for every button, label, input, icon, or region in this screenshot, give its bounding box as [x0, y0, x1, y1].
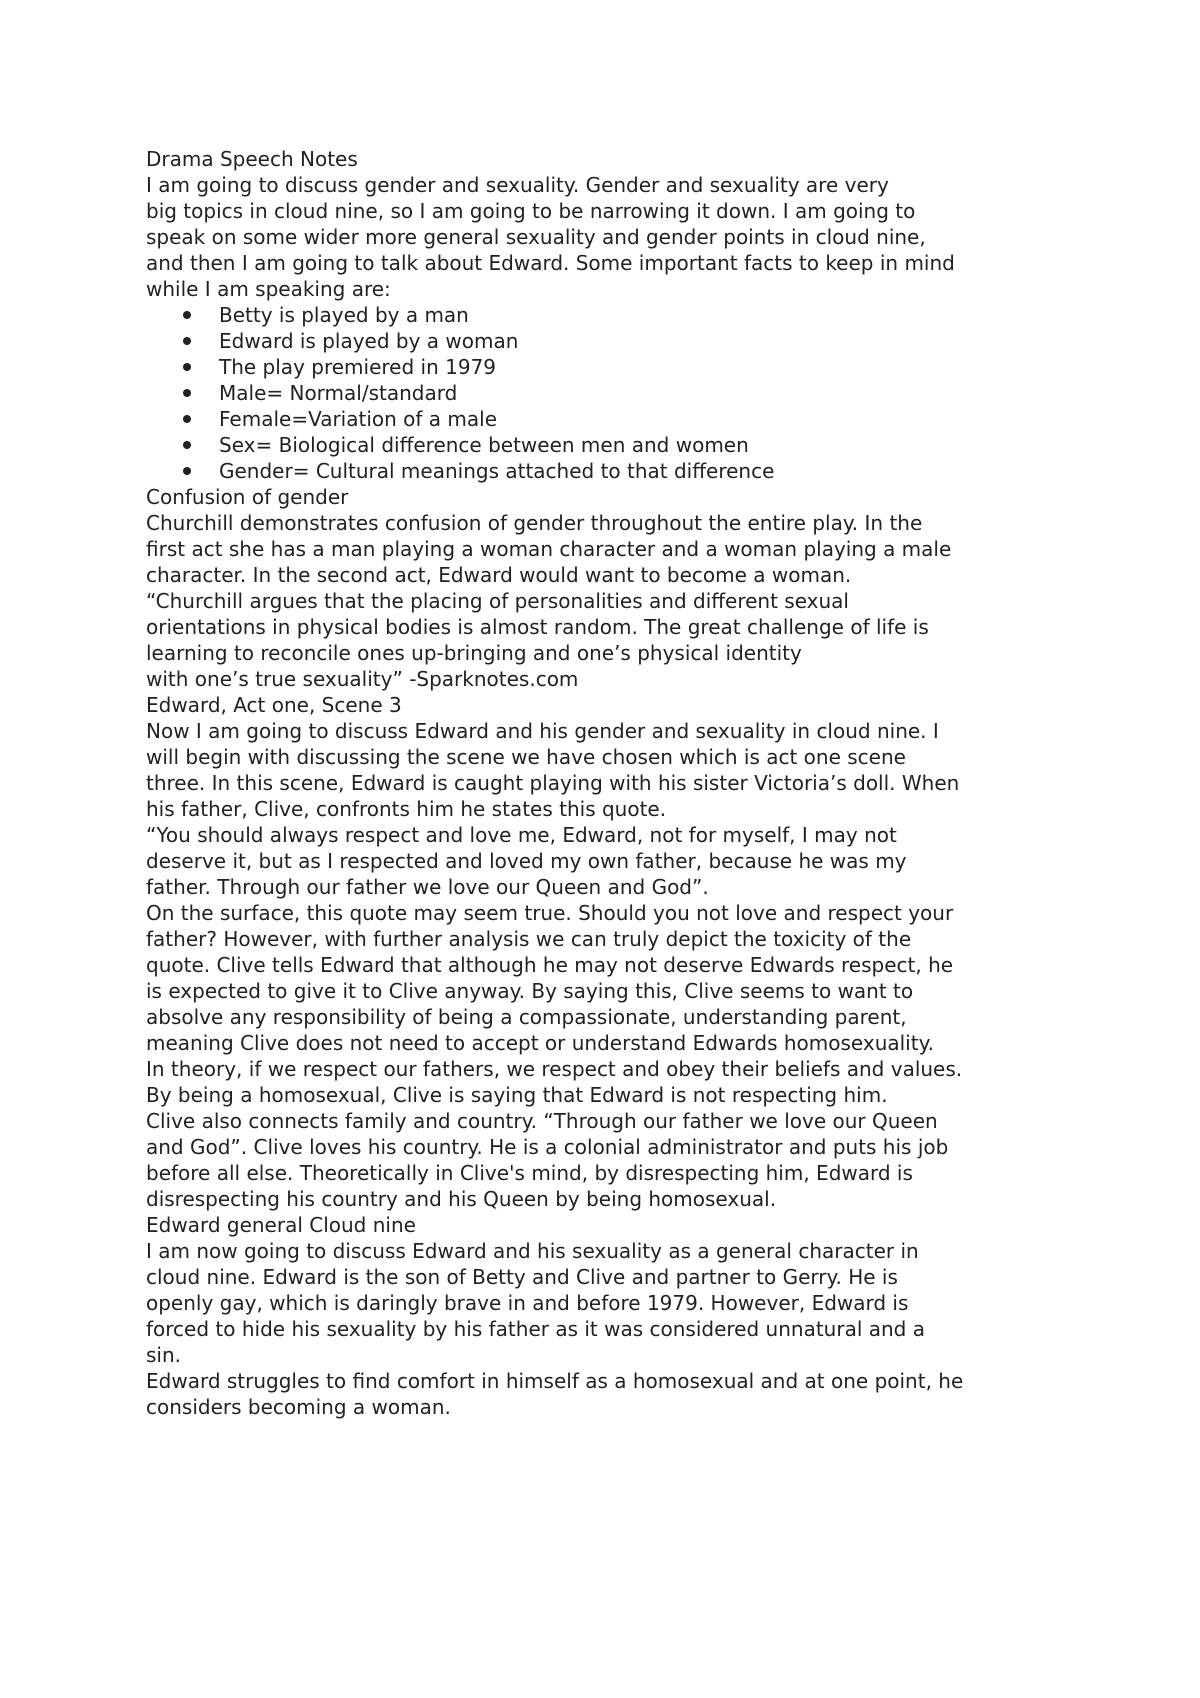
text-line: forced to hide his sexuality by his father as it was considered unnatural and a: [146, 1317, 925, 1341]
text-line: By being a homosexual, Clive is saying that Edward is not respecting him.: [146, 1083, 888, 1107]
list-item: [146, 302, 1066, 328]
list-item-text: Edward is played by a woman: [219, 329, 519, 353]
text-line: Edward struggles to find comfort in himself as a homosexual and at one point, he: [146, 1369, 964, 1393]
text-line: I am going to discuss gender and sexuality. Gender and sexuality are very: [146, 173, 889, 197]
section-body-edward-general: [146, 1238, 1066, 1420]
text-line: meaning Clive does not need to accept or understand Edwards homosexuality.: [146, 1031, 934, 1055]
text-line: and God”. Clive loves his country. He is a colonial administrator and puts his job: [146, 1135, 949, 1159]
intro-paragraph: [146, 172, 1066, 302]
list-item: [146, 458, 1066, 484]
text-line: “Churchill argues that the placing of personalities and different sexual: [146, 589, 849, 613]
list-item: [146, 406, 1066, 432]
text-line: Now I am going to discuss Edward and his gender and sexuality in cloud nine. I: [146, 719, 939, 743]
text-line: considers becoming a woman.: [146, 1395, 451, 1419]
text-line: father. Through our father we love our Queen and God”.: [146, 875, 709, 899]
text-line: disrespecting his country and his Queen by being homosexual.: [146, 1187, 777, 1211]
document-title: Drama Speech Notes: [146, 147, 358, 171]
document-page: [146, 146, 1066, 1420]
text-line: his father, Clive, confronts him he states this quote.: [146, 797, 667, 821]
text-line: In theory, if we respect our fathers, we respect and obey their beliefs and values.: [146, 1057, 963, 1081]
text-line: “You should always respect and love me, Edward, not for myself, I may not: [146, 823, 897, 847]
list-item-text: Female=Variation of a male: [219, 407, 498, 431]
list-item-text: Betty is played by a man: [219, 303, 469, 327]
list-item-text: Male= Normal/standard: [219, 381, 458, 405]
text-line: big topics in cloud nine, so I am going to be narrowing it down. I am going to: [146, 199, 916, 223]
list-item: [146, 328, 1066, 354]
bullet-icon: [183, 363, 191, 371]
text-line: will begin with discussing the scene we have chosen which is act one scene: [146, 745, 906, 769]
text-line: Clive also connects family and country. “Through our father we love our Queen: [146, 1109, 938, 1133]
text-line: character. In the second act, Edward would want to become a woman.: [146, 563, 852, 587]
section-heading-edward-general: Edward general Cloud nine: [146, 1213, 416, 1237]
text-line: On the surface, this quote may seem true. Should you not love and respect your: [146, 901, 954, 925]
bullet-icon: [183, 389, 191, 397]
text-line: deserve it, but as I respected and loved my own father, because he was my: [146, 849, 907, 873]
text-line: with one’s true sexuality” -Sparknotes.com: [146, 667, 579, 691]
text-line: learning to reconcile ones up-bringing and one’s physical identity: [146, 641, 802, 665]
bullet-icon: [183, 415, 191, 423]
text-line: orientations in physical bodies is almost random. The great challenge of life is: [146, 615, 929, 639]
text-line: before all else. Theoretically in Clive's mind, by disrespecting him, Edward is: [146, 1161, 913, 1185]
section-heading-edward-act-one: Edward, Act one, Scene 3: [146, 693, 402, 717]
section-body-edward-act-one: [146, 718, 1066, 1212]
text-line: three. In this scene, Edward is caught playing with his sister Victoria’s doll. When: [146, 771, 960, 795]
text-line: sin.: [146, 1343, 182, 1367]
bullet-icon: [183, 441, 191, 449]
bullet-icon: [183, 467, 191, 475]
text-line: father? However, with further analysis we can truly depict the toxicity of the: [146, 927, 912, 951]
text-line: Churchill demonstrates confusion of gender throughout the entire play. In the: [146, 511, 923, 535]
text-line: while I am speaking are:: [146, 277, 391, 301]
text-line: I am now going to discuss Edward and his sexuality as a general character in: [146, 1239, 919, 1263]
text-line: openly gay, which is daringly brave in and before 1979. However, Edward is: [146, 1291, 909, 1315]
list-item: [146, 380, 1066, 406]
bullet-icon: [183, 311, 191, 319]
text-line: and then I am going to talk about Edward. Some important facts to keep in mind: [146, 251, 955, 275]
text-line: absolve any responsibility of being a compassionate, understanding parent,: [146, 1005, 907, 1029]
text-line: speak on some wider more general sexuality and gender points in cloud nine,: [146, 225, 926, 249]
list-item: [146, 432, 1066, 458]
section-body-confusion-of-gender: [146, 510, 1066, 692]
list-item-text: Gender= Cultural meanings attached to that difference: [219, 459, 775, 483]
text-line: quote. Clive tells Edward that although he may not deserve Edwards respect, he: [146, 953, 954, 977]
bullet-icon: [183, 337, 191, 345]
text-line: cloud nine. Edward is the son of Betty and Clive and partner to Gerry. He is: [146, 1265, 898, 1289]
section-heading-confusion-of-gender: Confusion of gender: [146, 485, 349, 509]
facts-list: [146, 302, 1066, 484]
text-line: first act she has a man playing a woman character and a woman playing a male: [146, 537, 952, 561]
list-item-text: The play premiered in 1979: [219, 355, 497, 379]
list-item: [146, 354, 1066, 380]
list-item-text: Sex= Biological difference between men and women: [219, 433, 749, 457]
text-line: is expected to give it to Clive anyway. By saying this, Clive seems to want to: [146, 979, 914, 1003]
